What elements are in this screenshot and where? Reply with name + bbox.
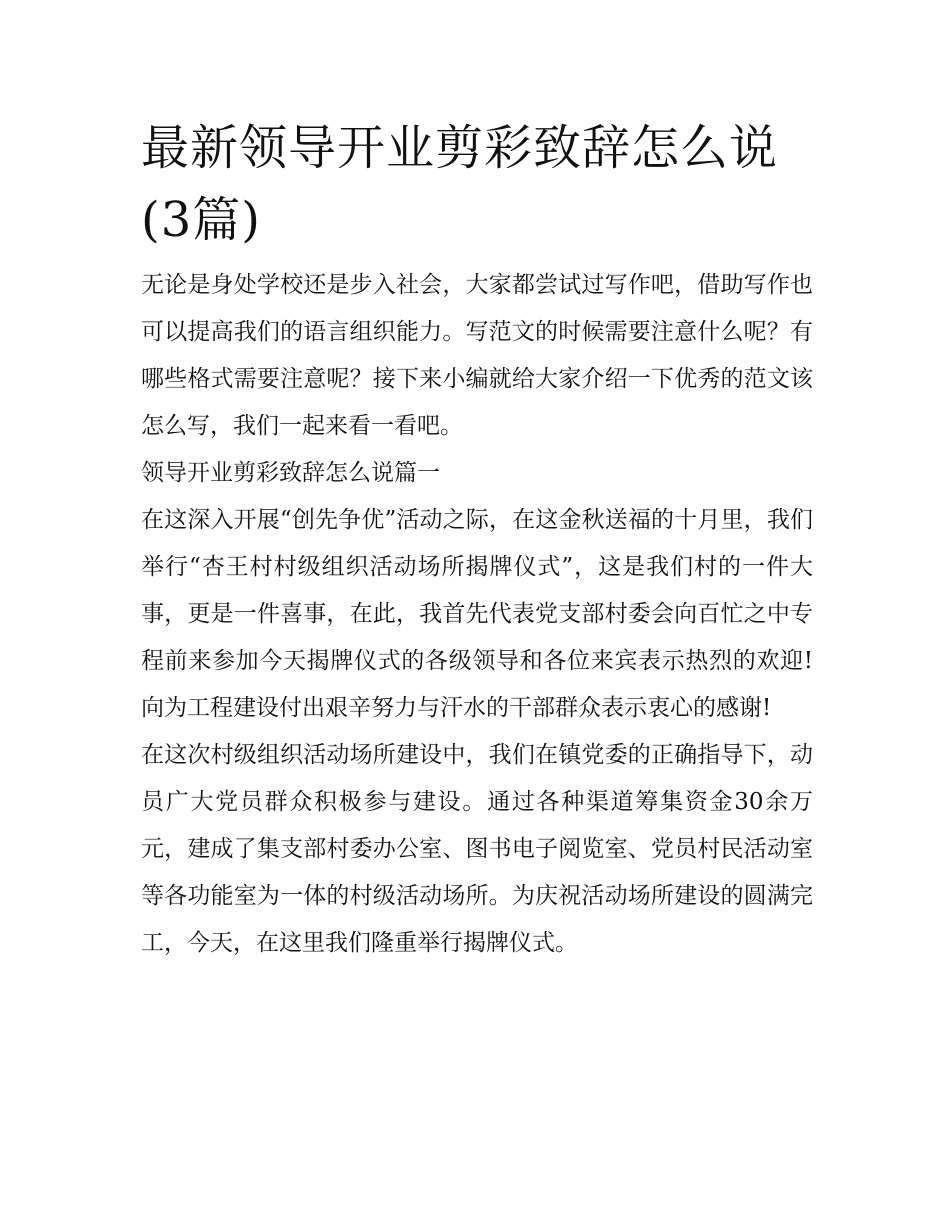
intro-paragraph: 无论是身处学校还是步入社会，大家都尝试过写作吧，借助写作也可以提高我们的语言组织能力。写范文的时候需要注意什么呢？有哪些格式需要注意呢？接下来小编就给大家介绍一下优秀的范文该怎么写，我们一起来看一看吧。 [141,272,813,439]
document-title: 最新领导开业剪彩致辞怎么说(3篇) [141,120,779,248]
section-heading: 领导开业剪彩致辞怎么说篇一 [141,460,440,486]
body-paragraph-1: 在这深入开展“创先争优”活动之际，在这金秋送福的十月里，我们举行“杏王村村级组织活动场所揭牌仪式”，这是我们村的一件大事，更是一件喜事，在此，我首先代表党支部村委会向百忙之中专程前来参加今天揭牌仪式的各级领导和各位来宾表示热烈的欢迎!向为工程建设付出艰辛努力与汗水的干部群众表示衷心的感谢! [141,507,813,721]
document-page [141,112,813,967]
body-paragraph-2: 在这次村级组织活动场所建设中，我们在镇党委的正确指导下，动员广大党员群众积极参与建设。通过各种渠道筹集资金30余万元，建成了集支部村委办公室、图书电子阅览室、党员村民活动室等各功能室为一体的村级活动场所。为庆祝活动场所建设的圆满完工，今天，在这里我们隆重举行揭牌仪式。 [141,742,813,956]
